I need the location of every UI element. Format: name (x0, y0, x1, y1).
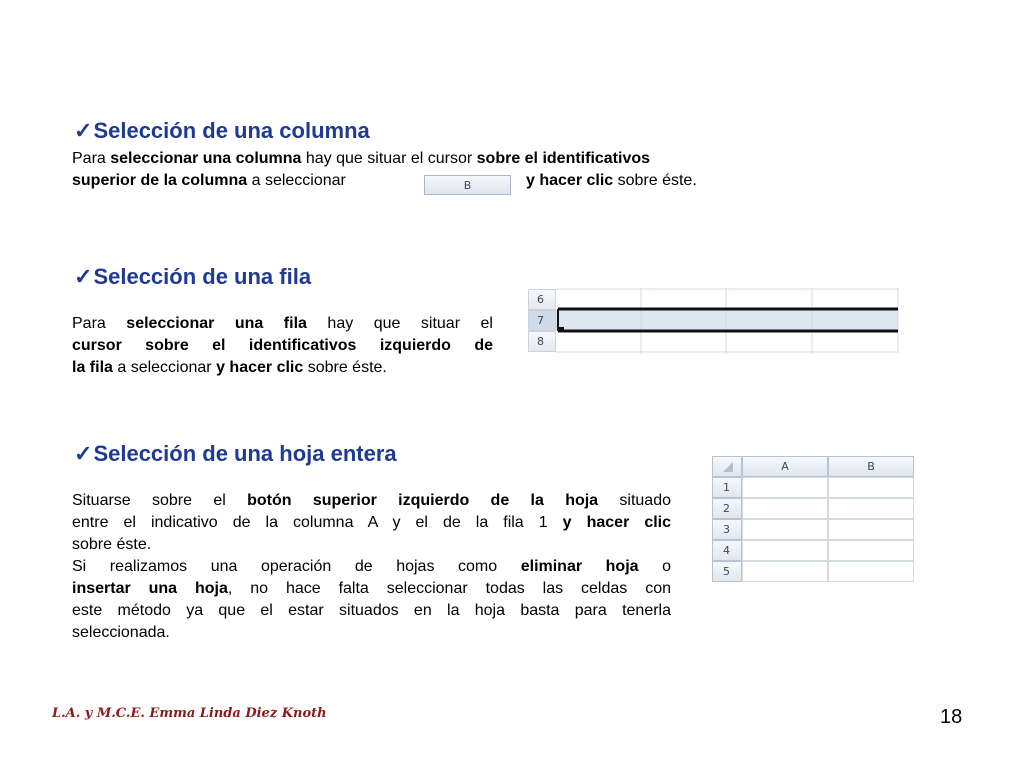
row-header-7: 7 (528, 310, 556, 331)
sheet-text-line-7: seleccionada. (72, 624, 170, 641)
checkmark-icon: ✓ (74, 118, 93, 143)
column-header-b-image (424, 175, 511, 195)
heading-column-selection: ✓Selección de una columna (74, 118, 370, 143)
row-text-line-1: Para seleccionar una fila hay que situar el (72, 315, 493, 332)
fill-handle (559, 327, 564, 332)
cell (742, 477, 828, 498)
column-text-line-2-end: y hacer clic sobre éste. (526, 172, 697, 189)
row-selection-text (72, 313, 493, 379)
row-header-4: 4 (712, 540, 742, 561)
sheet-text-line-2: entre el indicativo de la columna A y el de la fila 1 y hacer clic (72, 514, 672, 531)
checkmark-icon: ✓ (74, 264, 93, 289)
row-grid (528, 288, 900, 354)
column-header-label: B (463, 178, 472, 192)
row-text-line-2: cursor sobre el identificativos izquierdo de (72, 337, 493, 354)
sheet-selection-text (72, 490, 671, 644)
footer-author: L.A. y M.C.E. Emma Linda Diez Knoth (52, 706, 327, 721)
row-header-2: 2 (712, 498, 742, 519)
select-all-sheet-image (712, 456, 914, 586)
cell (828, 498, 914, 519)
cell (742, 540, 828, 561)
selected-row-fill (556, 310, 898, 331)
row-header-8: 8 (528, 331, 556, 352)
heading-sheet-selection: ✓Selección de una hoja entera (74, 441, 397, 466)
column-header-b: B (828, 456, 914, 477)
cell (828, 519, 914, 540)
cell (742, 561, 828, 582)
select-all-button (712, 456, 742, 477)
row-header-3: 3 (712, 519, 742, 540)
cell (828, 540, 914, 561)
sheet-text-line-4: Si realizamos una operación de hojas como eliminar hoja o (72, 558, 672, 575)
select-all-triangle-icon (720, 461, 734, 473)
column-text-line-1: Para seleccionar una columna hay que situar el cursor sobre el identificativos (72, 150, 651, 167)
cell (828, 561, 914, 582)
cell (828, 477, 914, 498)
row-text-line-3: la fila a seleccionar y hacer clic sobre éste. (72, 359, 387, 376)
column-header-a: A (742, 456, 828, 477)
sheet-text-line-6: este método ya que el estar situados en la hoja basta para tenerla (72, 602, 671, 619)
sheet-text-line-3: sobre éste. (72, 536, 152, 553)
row-header-6: 6 (528, 289, 556, 310)
row-header-5: 5 (712, 561, 742, 582)
sheet-text-line-5: insertar una hoja, no hace falta seleccionar todas las celdas con (72, 580, 671, 597)
sheet-text-line-1: Situarse sobre el botón superior izquierdo de la hoja situado (72, 492, 671, 509)
checkmark-icon: ✓ (74, 441, 93, 466)
page-number: 18 (940, 706, 963, 728)
cell (742, 519, 828, 540)
row-header-1: 1 (712, 477, 742, 498)
row-selection-image (528, 288, 900, 354)
heading-row-selection: ✓Selección de una fila (74, 264, 312, 289)
column-text-line-2: superior de la columna a seleccionar (72, 172, 346, 189)
cell (742, 498, 828, 519)
